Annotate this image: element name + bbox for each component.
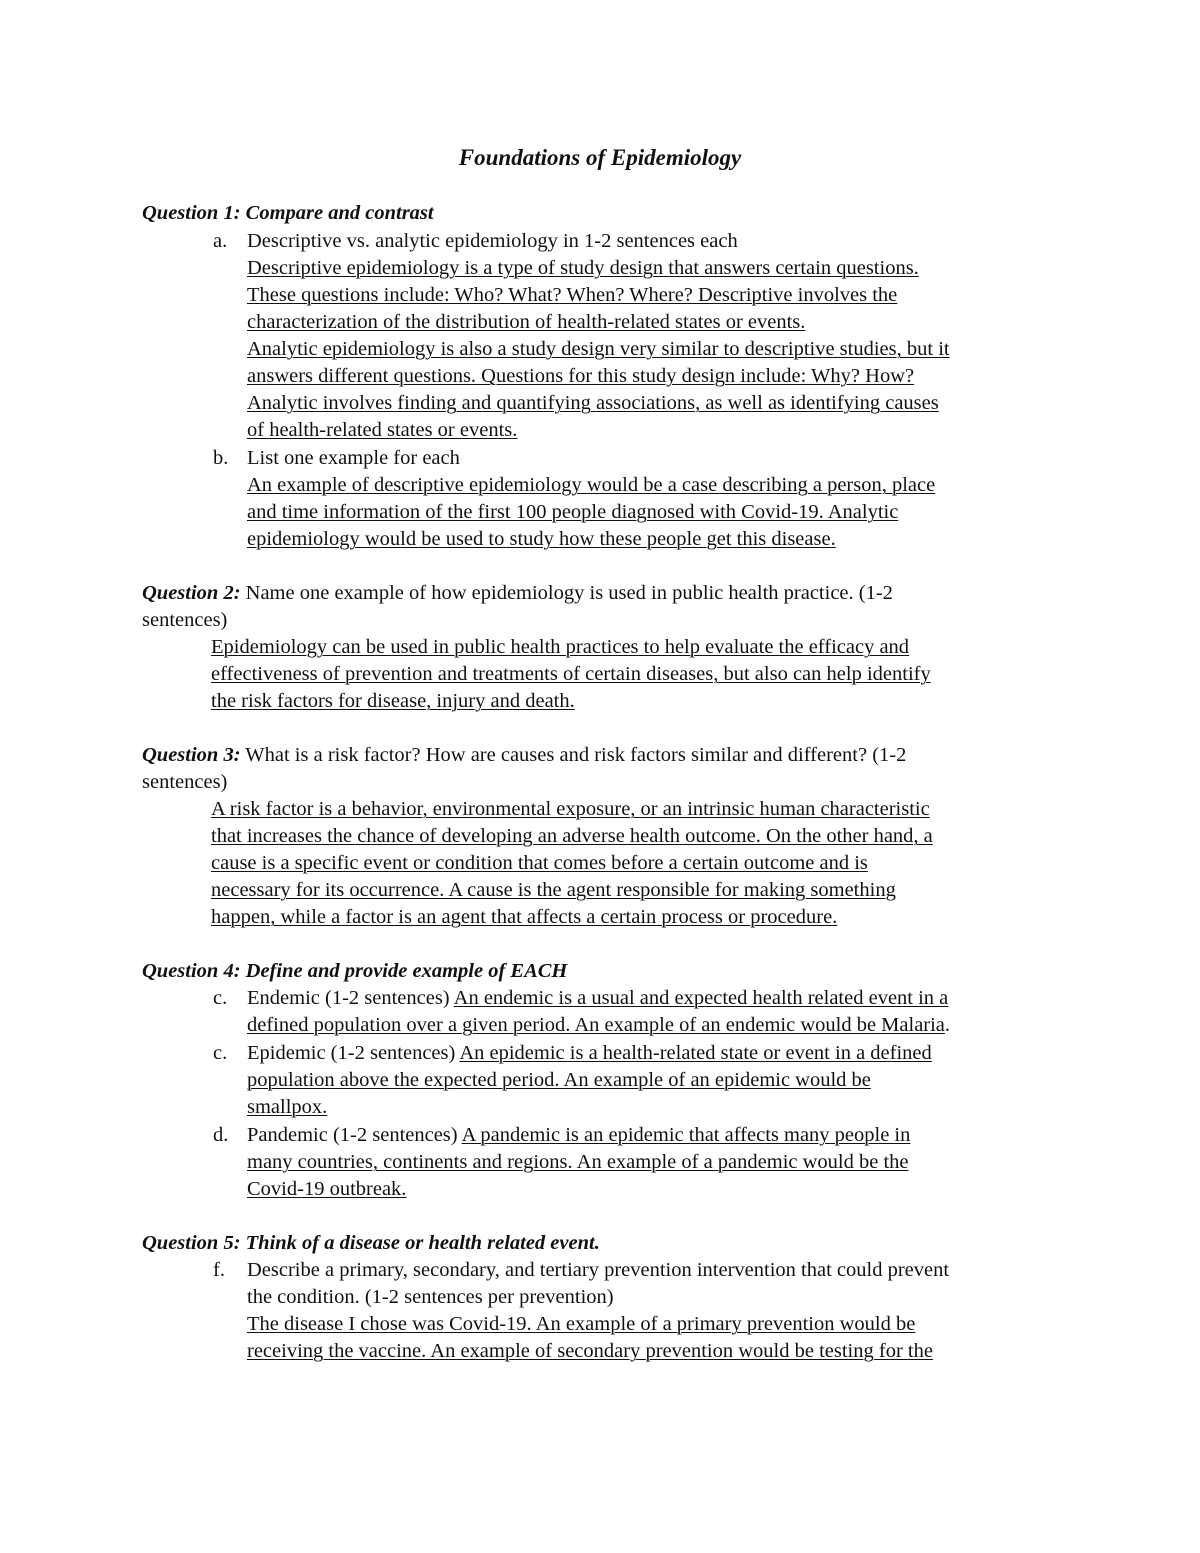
q2-answer-line: Epidemiology can be used in public health practices to help evaluate the efficacy and	[211, 636, 910, 658]
q4-heading: Question 4: Define and provide example of EACH	[142, 960, 568, 982]
q4-epidemic-marker: c.	[213, 1042, 228, 1064]
q4-endemic-answer: An endemic is a usual and expected health related event in a	[453, 987, 949, 1009]
q5-f-answer-line: The disease I chose was Covid-19. An example of a primary prevention would be	[247, 1313, 916, 1335]
q2-prompt-line	[142, 580, 893, 607]
q4-endemic-prompt: Endemic (1-2 sentences)	[247, 987, 454, 1009]
q1-b-marker: b.	[213, 447, 229, 469]
q2-prompt-text: Name one example of how epidemiology is used in public health practice. (1-2	[240, 582, 893, 604]
q3-prompt-continuation: sentences)	[142, 771, 228, 793]
q1-a-prompt: Descriptive vs. analytic epidemiology in 1-2 sentences each	[247, 230, 738, 252]
q3-answer-line: necessary for its occurrence. A cause is the agent responsible for making something	[211, 879, 896, 901]
q1-heading: Question 1: Compare and contrast	[142, 202, 434, 224]
q4-endemic-line	[247, 985, 948, 1012]
q4-endemic-answer-cont: defined population over a given period. An example of an endemic would be Malaria	[247, 1014, 945, 1036]
q4-epidemic-prompt: Epidemic (1-2 sentences)	[247, 1042, 460, 1064]
q2-answer-line: effectiveness of prevention and treatments of certain diseases, but also can help identify	[211, 663, 931, 685]
q5-f-answer-line: receiving the vaccine. An example of secondary prevention would be testing for the	[247, 1340, 933, 1362]
q1-a-marker: a.	[213, 230, 228, 252]
q3-answer-line: that increases the chance of developing an adverse health outcome. On the other hand, a	[211, 825, 933, 847]
q5-f-marker: f.	[213, 1259, 225, 1281]
q1-b-answer-line: epidemiology would be used to study how these people get this disease.	[247, 528, 836, 550]
q4-pandemic-answer-cont: many countries, continents and regions. An example of a pandemic would be the	[247, 1151, 909, 1173]
q4-epidemic-answer-cont: smallpox.	[247, 1096, 328, 1118]
q3-answer-line: happen, while a factor is an agent that affects a certain process or procedure.	[211, 906, 838, 928]
q2-answer-line: the risk factors for disease, injury and death.	[211, 690, 575, 712]
q5-f-prompt: Describe a primary, secondary, and tertiary prevention intervention that could prevent	[247, 1259, 950, 1281]
q2-prompt-continuation: sentences)	[142, 609, 228, 631]
q5-heading: Question 5: Think of a disease or health related event.	[142, 1232, 600, 1254]
q4-pandemic-line	[247, 1122, 910, 1149]
q4-pandemic-marker: d.	[213, 1124, 229, 1146]
q1-a-answer-line: answers different questions. Questions for this study design include: Why? How?	[247, 365, 915, 387]
q4-endemic-marker: c.	[213, 987, 228, 1009]
q4-endemic-line-2	[247, 1012, 950, 1039]
q2-label: Question 2:	[142, 582, 241, 604]
q1-a-answer-line: These questions include: Who? What? When? Where? Descriptive involves the	[247, 284, 898, 306]
q4-epidemic-answer: An epidemic is a health-related state or event in a defined	[459, 1042, 932, 1064]
q1-a-answer-line: characterization of the distribution of health-related states or events.	[247, 311, 806, 333]
q1-a-answer-line: Analytic involves finding and quantifying associations, as well as identifying causes	[247, 392, 939, 414]
q3-label: Question 3:	[142, 744, 241, 766]
q4-pandemic-prompt: Pandemic (1-2 sentences)	[247, 1124, 462, 1146]
q3-answer-line: cause is a specific event or condition that comes before a certain outcome and is	[211, 852, 868, 874]
document-title: Foundations of Epidemiology	[458, 145, 742, 170]
q1-b-prompt: List one example for each	[247, 447, 460, 469]
q4-epidemic-line	[247, 1040, 932, 1067]
q5-f-prompt-cont: the condition. (1-2 sentences per prevention)	[247, 1286, 614, 1308]
q4-pandemic-answer: A pandemic is an epidemic that affects many people in	[461, 1124, 911, 1146]
q1-a-answer-line: Descriptive epidemiology is a type of study design that answers certain questions.	[247, 257, 919, 279]
q1-b-answer-line: and time information of the first 100 people diagnosed with Covid-19. Analytic	[247, 501, 899, 523]
q4-epidemic-answer-cont: population above the expected period. An example of an epidemic would be	[247, 1069, 871, 1091]
q1-a-answer-line: of health-related states or events.	[247, 419, 518, 441]
q1-a-answer-line: Analytic epidemiology is also a study design very similar to descriptive studies, but it	[247, 338, 950, 360]
q3-prompt-line	[142, 742, 906, 769]
q4-pandemic-answer-cont: Covid-19 outbreak.	[247, 1178, 407, 1200]
q1-b-answer-line: An example of descriptive epidemiology would be a case describing a person, place	[247, 474, 936, 496]
q3-prompt-text: What is a risk factor? How are causes and risk factors similar and different? (1-2	[240, 744, 907, 766]
q3-answer-line: A risk factor is a behavior, environmental exposure, or an intrinsic human characteristic	[211, 798, 930, 820]
q4-endemic-period: .	[944, 1014, 951, 1036]
